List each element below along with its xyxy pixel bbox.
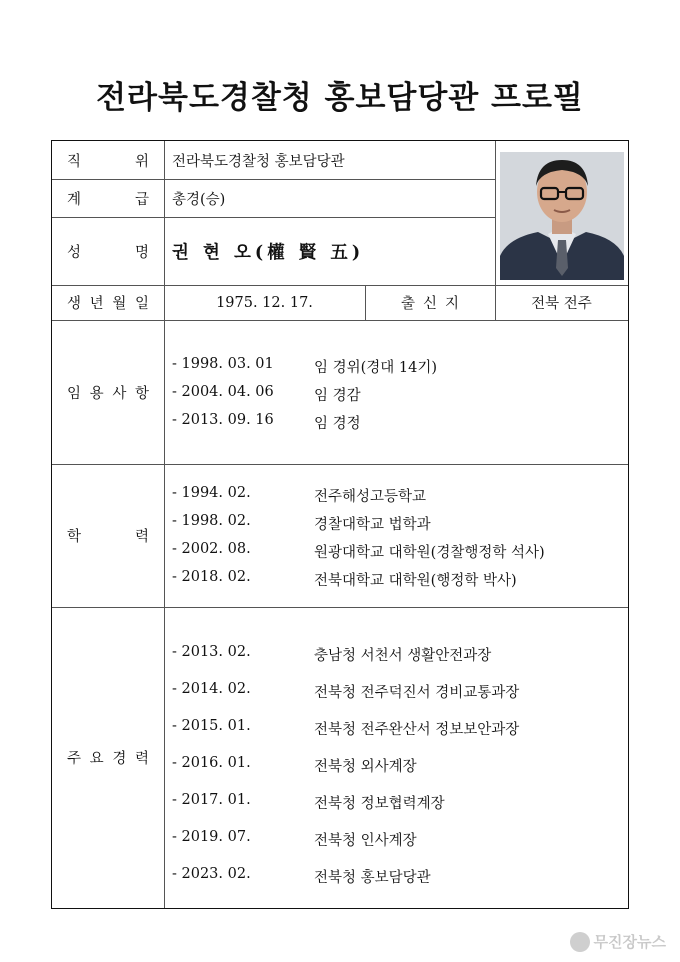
rank-label: 계 급 bbox=[67, 191, 149, 208]
name-label: 성 명 bbox=[67, 244, 149, 261]
birth-value: 1975. 12. 17. bbox=[216, 294, 313, 311]
position-value: 전라북도경찰청 홍보담당관 bbox=[172, 153, 345, 170]
appointments-label: 임 용 사 항 bbox=[67, 385, 149, 402]
name-value: 권 현 오(權 賢 五) bbox=[172, 242, 365, 263]
birth-label: 생 년 월 일 bbox=[67, 296, 149, 312]
profile-photo bbox=[500, 152, 624, 280]
origin-label: 출 신 지 bbox=[401, 296, 459, 312]
watermark-logo-icon bbox=[570, 932, 590, 952]
career-label: 주 요 경 력 bbox=[67, 751, 149, 767]
rank-value: 총경(승) bbox=[172, 191, 226, 208]
profile-table: 직 위 전라북도경찰청 홍보담당관 계 급 총경(승) 성 명 권 현 오(權 賢 五) 생 년 월 일 1975. 12. 17. 출 신 지 전북 전주 임 용 사 항 - 1998. 03. 01 임 경위(경대 14기) - 2004. 04. 06 임 경감 - 2013. 09. 16 임 경정 학 력 - 1994. 02. 전주해성고등학교 - 1998. 02. 경찰대학교 법학과 - 2002. 08. 원광대학교 대학원(경찰행정학 석사) - 2018. 02. 전북대학교 대학원(행정학 박사) 주 요 경 력 - 2013. 02. 충남청 서천서 생활안전과장 - 2014. 02. 전북청 전주덕진서 경비교통과장 - 2015. 01. 전북청 전주완산서 정보보안과장 - 2016. 01. 전북청 외사계장 - 2017. 01. 전북청 정보협력계장 - 2019. 07. 전북청 인사계장 - 2023. 02. 전북청 홍보담당관 bbox=[51, 140, 629, 909]
position-label: 직 위 bbox=[67, 153, 149, 170]
document-title: 전라북도경찰청 홍보담당관 프로필 bbox=[96, 80, 584, 116]
origin-value: 전북 전주 bbox=[531, 296, 592, 312]
education-label: 학 력 bbox=[67, 529, 149, 545]
watermark: 무진장뉴스 bbox=[570, 931, 666, 952]
